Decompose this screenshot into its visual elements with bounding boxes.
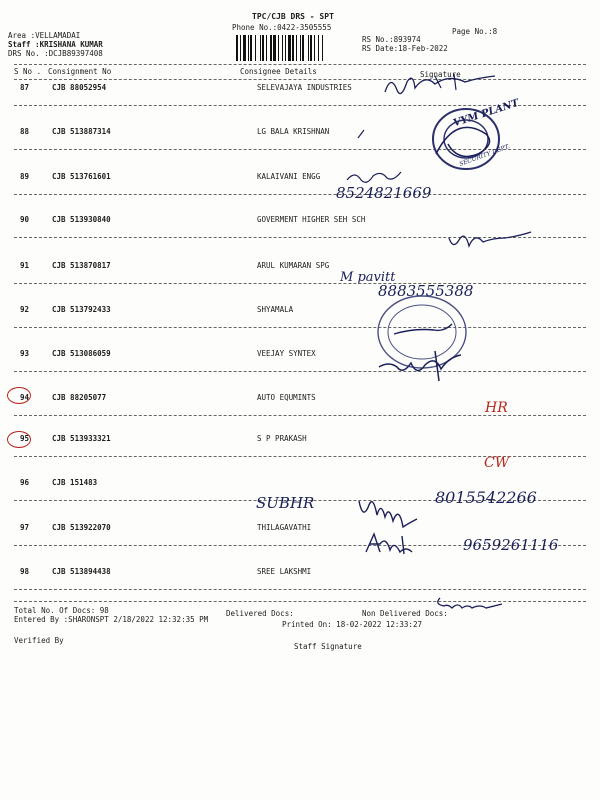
- row-serial-number: 96: [20, 478, 30, 487]
- row-consignment-number: CJB 513887314: [52, 127, 111, 136]
- barcode-bar: [248, 35, 249, 61]
- col-signature-header: Signature: [420, 70, 461, 79]
- row-consignment-number: CJB 513761601: [52, 172, 111, 181]
- staff-name: Staff :KRISHANA KUMAR: [8, 40, 103, 49]
- row-consignee: SELEVAJAYA INDUSTRIES: [257, 83, 352, 92]
- red-circle-95: [7, 431, 31, 448]
- signature-96: [355, 495, 425, 525]
- row-serial-number: 95: [20, 434, 30, 443]
- barcode-bar: [270, 35, 272, 61]
- row-divider: [14, 327, 586, 328]
- name-handwritten-96: SUBHR: [256, 494, 315, 512]
- page-number: Page No.:8: [452, 27, 498, 36]
- signature-97: [362, 530, 432, 558]
- col-consignee-header: Consignee Details: [240, 67, 317, 76]
- printed-on: Printed On: 18-02-2022 12:33:27: [282, 620, 422, 629]
- barcode-bar: [302, 35, 304, 61]
- area: Area :VELLAMADAI: [8, 31, 81, 40]
- note-handwritten-94: HR: [485, 400, 508, 416]
- row-divider: [14, 589, 586, 590]
- phone-handwritten-91: 8883555388: [378, 282, 474, 300]
- barcode-bar: [262, 35, 264, 61]
- barcode-bar: [273, 35, 276, 61]
- barcode-bar: [322, 35, 323, 61]
- row-divider: [14, 283, 586, 284]
- row-consignee: VEEJAY SYNTEX: [257, 349, 316, 358]
- row-consignee: SREE LAKSHMI: [257, 567, 312, 576]
- row-consignee: AUTO EQUMINTS: [257, 393, 316, 402]
- total-docs: Total No. Of Docs: 98: [14, 606, 109, 615]
- drs-number: DRS No. :DCJB89397408: [8, 49, 103, 58]
- row-divider: [14, 194, 586, 195]
- row-serial-number: 90: [20, 215, 30, 224]
- phone-number: Phone No.:0422-3505555: [232, 23, 332, 32]
- tick-mark-88: [356, 128, 368, 142]
- row-consignee: SHYAMALA: [257, 305, 294, 314]
- verified-by: Verified By: [14, 636, 64, 645]
- row-serial-number: 87: [20, 83, 30, 92]
- col-consignment-header: Consignment No: [48, 67, 112, 76]
- stamp-subtext: SECURITY DEPT.: [458, 143, 511, 168]
- row-consignment-number: CJB 88052954: [52, 83, 107, 92]
- row-consignment-number: CJB 151483: [52, 478, 98, 487]
- barcode-bar: [278, 35, 279, 61]
- row-consignment-number: CJB 88205077: [52, 393, 107, 402]
- barcode-bar: [260, 35, 261, 61]
- barcode-bar: [240, 35, 241, 61]
- signature-93: [375, 345, 475, 385]
- row-serial-number: 88: [20, 127, 30, 136]
- row-consignee: GOVERMENT HIGHER SEH SCH: [257, 215, 366, 224]
- signature-87: [380, 72, 510, 102]
- row-consignee: LG BALA KRISHNAN: [257, 127, 330, 136]
- barcode-bar: [288, 35, 291, 61]
- row-consignment-number: CJB 513930840: [52, 215, 111, 224]
- row-consignment-number: CJB 513922070: [52, 523, 111, 532]
- row-serial-number: 91: [20, 261, 30, 270]
- barcode-bar: [300, 35, 301, 61]
- barcode-bar: [318, 35, 319, 61]
- row-divider: [14, 371, 586, 372]
- col-sno-header: S No .: [14, 67, 42, 76]
- row-consignment-number: CJB 513870817: [52, 261, 111, 270]
- staff-signature-label: Staff Signature: [294, 642, 362, 651]
- row-serial-number: 98: [20, 567, 30, 576]
- entered-by: Entered By :SHARONSPT 2/18/2022 12:32:35 PM: [14, 615, 209, 624]
- barcode-bar: [292, 35, 294, 61]
- row-serial-number: 97: [20, 523, 30, 532]
- row-consignment-number: CJB 513086059: [52, 349, 111, 358]
- barcode-bar: [282, 35, 283, 61]
- row-consignee: S P PRAKASH: [257, 434, 307, 443]
- rs-date: RS Date:18-Feb-2022: [362, 44, 448, 53]
- phone-handwritten-96: 8015542266: [435, 488, 537, 507]
- barcode: [236, 35, 354, 61]
- row-consignee: ARUL KUMARAN SPG: [257, 261, 330, 270]
- row-serial-number: 94: [20, 393, 30, 402]
- phone-handwritten-97: 9659261116: [463, 536, 559, 554]
- row-consignment-number: CJB 513894438: [52, 567, 111, 576]
- barcode-bar: [236, 35, 238, 61]
- row-serial-number: 92: [20, 305, 30, 314]
- signature-90: [445, 228, 535, 254]
- row-consignment-number: CJB 513933321: [52, 434, 111, 443]
- barcode-bar: [308, 35, 309, 61]
- row-serial-number: 93: [20, 349, 30, 358]
- barcode-bar: [310, 35, 312, 61]
- note-handwritten-95: CW: [484, 455, 510, 471]
- barcode-bar: [266, 35, 267, 61]
- stamp-text: VYM PLANT: [451, 97, 521, 130]
- delivered-docs: Delivered Docs:: [226, 609, 294, 618]
- red-circle-94: [7, 387, 31, 404]
- rs-number: RS No.:893974: [362, 35, 421, 44]
- document-title: TPC/CJB DRS - SPT: [252, 12, 334, 21]
- phone-handwritten-89: 8524821669: [336, 184, 432, 202]
- barcode-bar: [250, 35, 252, 61]
- barcode-bar: [296, 35, 297, 61]
- barcode-bar: [285, 35, 286, 61]
- barcode-bar: [314, 35, 315, 61]
- row-consignment-number: CJB 513792433: [52, 305, 111, 314]
- row-serial-number: 89: [20, 172, 30, 181]
- row-consignee: THILAGAVATHI: [257, 523, 312, 532]
- barcode-bar: [243, 35, 246, 61]
- row-consignee: KALAIVANI ENGG: [257, 172, 321, 181]
- name-handwritten-91: M pavitt: [340, 270, 396, 285]
- non-delivered-docs: Non Delivered Docs:: [362, 609, 448, 618]
- barcode-bar: [255, 35, 256, 61]
